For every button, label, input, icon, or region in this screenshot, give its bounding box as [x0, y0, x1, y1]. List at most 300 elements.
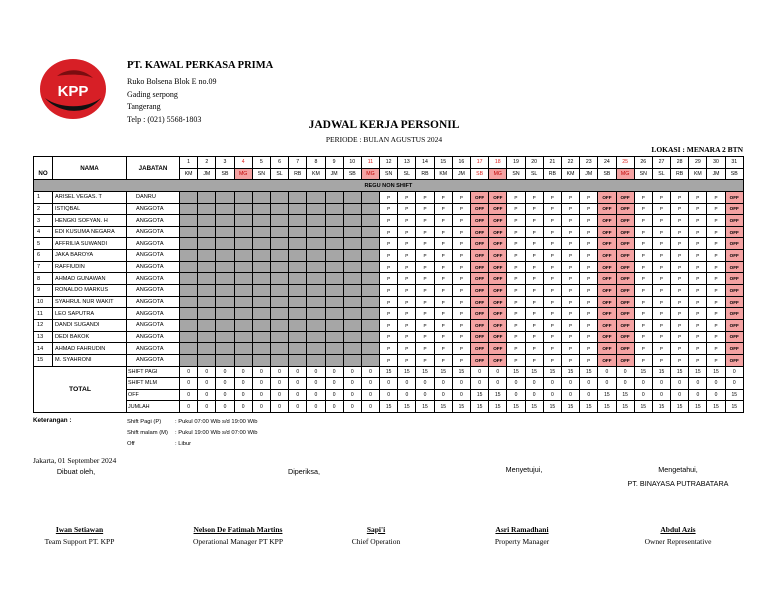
shift-cell: P	[707, 215, 725, 227]
shift-cell: P	[580, 250, 598, 262]
blank-day-cell	[180, 331, 198, 343]
shift-cell: P	[671, 308, 689, 320]
total-value: 15	[434, 366, 452, 378]
shift-cell: P	[634, 319, 652, 331]
shift-cell: P	[652, 226, 670, 238]
table-row	[34, 343, 744, 355]
shift-cell: OFF	[489, 285, 507, 297]
shift-cell: P	[452, 203, 470, 215]
shift-cell: P	[652, 285, 670, 297]
shift-cell: P	[543, 354, 561, 366]
day-of-week: RB	[289, 168, 307, 180]
blank-day-cell	[252, 354, 270, 366]
shift-cell: P	[452, 308, 470, 320]
blank-day-cell	[216, 203, 234, 215]
blank-day-cell	[198, 261, 216, 273]
blank-day-cell	[216, 319, 234, 331]
shift-cell: P	[561, 319, 579, 331]
day-of-week: SB	[725, 168, 743, 180]
shift-cell: OFF	[725, 273, 743, 285]
total-value: 0	[325, 366, 343, 378]
blank-day-cell	[234, 343, 252, 355]
blank-day-cell	[307, 331, 325, 343]
shift-cell: OFF	[598, 331, 616, 343]
shift-cell: P	[652, 343, 670, 355]
shift-cell: P	[452, 238, 470, 250]
shift-cell: OFF	[725, 226, 743, 238]
shift-cell: P	[580, 319, 598, 331]
total-value: 0	[507, 378, 525, 390]
shift-cell: P	[380, 250, 398, 262]
company-address-line: Tangerang	[127, 102, 161, 111]
total-value: 0	[489, 378, 507, 390]
shift-cell: P	[634, 308, 652, 320]
shift-cell: P	[689, 354, 707, 366]
shift-cell: OFF	[489, 238, 507, 250]
shift-cell: OFF	[489, 308, 507, 320]
total-value: 0	[543, 389, 561, 401]
shift-cell: P	[707, 343, 725, 355]
blank-day-cell	[307, 296, 325, 308]
shift-cell: P	[380, 238, 398, 250]
total-value: 0	[343, 366, 361, 378]
keterangan-legend	[127, 417, 258, 450]
total-value: 0	[543, 378, 561, 390]
shift-cell: P	[580, 203, 598, 215]
total-value: 0	[180, 389, 198, 401]
day-number: 19	[507, 157, 525, 169]
shift-cell: P	[580, 191, 598, 203]
shift-cell: OFF	[725, 308, 743, 320]
shift-cell: P	[380, 354, 398, 366]
signature-position: Chief Operation	[351, 537, 401, 546]
shift-cell: OFF	[471, 191, 489, 203]
table-row	[34, 308, 744, 320]
shift-cell: OFF	[616, 203, 634, 215]
shift-cell: OFF	[471, 354, 489, 366]
shift-cell: P	[416, 331, 434, 343]
total-value: 0	[416, 389, 434, 401]
personnel-jabatan: ANGGOTA	[127, 238, 180, 250]
blank-day-cell	[270, 261, 288, 273]
shift-cell: P	[416, 308, 434, 320]
shift-cell: OFF	[598, 250, 616, 262]
shift-cell: P	[416, 250, 434, 262]
day-of-week: RB	[416, 168, 434, 180]
shift-cell: OFF	[489, 203, 507, 215]
day-number: 10	[343, 157, 361, 169]
document-lokasi: LOKASI : MENARA 2 BTN	[651, 145, 743, 154]
blank-day-cell	[198, 250, 216, 262]
total-value: 0	[471, 378, 489, 390]
shift-cell: P	[671, 343, 689, 355]
total-value: 15	[652, 366, 670, 378]
shift-cell: P	[652, 319, 670, 331]
shift-cell: P	[561, 331, 579, 343]
total-value: 0	[616, 378, 634, 390]
total-value: 0	[507, 389, 525, 401]
shift-cell: P	[525, 250, 543, 262]
blank-day-cell	[325, 250, 343, 262]
legend-value: : Pukul 19:00 Wib s/d 07:00 Wib	[175, 430, 258, 436]
blank-day-cell	[361, 319, 379, 331]
total-value: 0	[234, 378, 252, 390]
blank-day-cell	[307, 250, 325, 262]
personnel-jabatan: ANGGOTA	[127, 226, 180, 238]
day-of-week: SL	[525, 168, 543, 180]
blank-day-cell	[361, 226, 379, 238]
total-value: 15	[471, 401, 489, 413]
personnel-jabatan: ANGGOTA	[127, 331, 180, 343]
total-value: 15	[634, 366, 652, 378]
personnel-name: HENGKI SOFYAN. H	[53, 215, 127, 227]
total-value: 0	[270, 389, 288, 401]
total-value: 0	[525, 378, 543, 390]
blank-day-cell	[307, 203, 325, 215]
personnel-jabatan: DANRU	[127, 191, 180, 203]
legend-value: : Libur	[175, 441, 192, 447]
day-of-week: KM	[307, 168, 325, 180]
shift-cell: P	[434, 191, 452, 203]
day-number: 3	[216, 157, 234, 169]
shift-cell: P	[507, 296, 525, 308]
shift-cell: OFF	[725, 319, 743, 331]
blank-day-cell	[180, 285, 198, 297]
shift-cell: P	[398, 273, 416, 285]
shift-cell: P	[543, 203, 561, 215]
total-row	[34, 378, 744, 390]
row-number: 9	[34, 285, 53, 297]
day-number: 21	[543, 157, 561, 169]
personnel-name: DEDI BAKOK	[53, 331, 127, 343]
blank-day-cell	[361, 203, 379, 215]
day-number: 30	[707, 157, 725, 169]
shift-cell: P	[507, 215, 525, 227]
shift-cell: P	[543, 226, 561, 238]
personnel-name: AFFRILIA SUWANDI	[53, 238, 127, 250]
total-value: 0	[434, 389, 452, 401]
shift-cell: P	[634, 354, 652, 366]
shift-cell: P	[398, 296, 416, 308]
day-of-week: RB	[543, 168, 561, 180]
blank-day-cell	[325, 354, 343, 366]
shift-cell: P	[652, 308, 670, 320]
table-row	[34, 354, 744, 366]
total-value: 0	[725, 366, 743, 378]
shift-cell: P	[434, 285, 452, 297]
shift-cell: P	[416, 273, 434, 285]
shift-cell: OFF	[598, 191, 616, 203]
total-value: 0	[343, 401, 361, 413]
shift-cell: P	[689, 285, 707, 297]
blank-day-cell	[361, 296, 379, 308]
shift-cell: P	[652, 354, 670, 366]
signature-name: Asri Ramadhani	[495, 525, 549, 534]
signature-chief	[326, 525, 426, 546]
total-value: 15	[725, 401, 743, 413]
total-category: SHIFT MLM	[127, 378, 180, 390]
blank-day-cell	[270, 250, 288, 262]
shift-cell: P	[398, 191, 416, 203]
shift-cell: P	[634, 191, 652, 203]
day-of-week: SL	[652, 168, 670, 180]
personnel-jabatan: ANGGOTA	[127, 343, 180, 355]
shift-cell: P	[416, 238, 434, 250]
shift-cell: P	[561, 261, 579, 273]
total-value: 15	[725, 389, 743, 401]
blank-day-cell	[289, 308, 307, 320]
blank-day-cell	[234, 261, 252, 273]
blank-day-cell	[343, 319, 361, 331]
shift-cell: OFF	[616, 261, 634, 273]
shift-cell: P	[416, 296, 434, 308]
shift-cell: P	[707, 319, 725, 331]
personnel-name: SYAHRUL NUR WAKIT	[53, 296, 127, 308]
personnel-name: RAFFIUDIN	[53, 261, 127, 273]
section-label: REGU NON SHIFT	[34, 180, 744, 192]
shift-cell: P	[634, 203, 652, 215]
day-number: 29	[689, 157, 707, 169]
shift-cell: P	[398, 285, 416, 297]
total-value: 15	[671, 366, 689, 378]
shift-cell: P	[689, 296, 707, 308]
legend-key: Shift malam (M)	[127, 430, 168, 436]
total-value: 0	[671, 378, 689, 390]
section-row	[34, 180, 744, 192]
blank-day-cell	[325, 238, 343, 250]
personnel-name: AHMAD FAHRUDIN	[53, 343, 127, 355]
total-value: 0	[252, 389, 270, 401]
place-date: Jakarta, 01 September 2024	[33, 456, 117, 465]
shift-cell: P	[416, 354, 434, 366]
blank-day-cell	[198, 215, 216, 227]
day-number: 5	[252, 157, 270, 169]
total-value: 0	[707, 378, 725, 390]
blank-day-cell	[234, 238, 252, 250]
blank-day-cell	[325, 296, 343, 308]
total-value: 15	[525, 401, 543, 413]
header-nama: NAMA	[53, 157, 127, 180]
blank-day-cell	[216, 215, 234, 227]
shift-cell: OFF	[616, 273, 634, 285]
blank-day-cell	[343, 273, 361, 285]
shift-cell: P	[689, 308, 707, 320]
shift-cell: OFF	[489, 261, 507, 273]
shift-cell: OFF	[489, 354, 507, 366]
blank-day-cell	[361, 308, 379, 320]
total-value: 15	[616, 401, 634, 413]
day-of-week: SL	[398, 168, 416, 180]
total-value: 15	[598, 401, 616, 413]
shift-cell: P	[525, 285, 543, 297]
total-value: 0	[252, 378, 270, 390]
header-jabatan: JABATAN	[127, 157, 180, 180]
shift-cell: OFF	[471, 296, 489, 308]
blank-day-cell	[180, 215, 198, 227]
table-row	[34, 203, 744, 215]
table-row	[34, 215, 744, 227]
total-value: 0	[198, 378, 216, 390]
company-info	[127, 60, 387, 126]
shift-cell: OFF	[725, 191, 743, 203]
shift-cell: P	[561, 238, 579, 250]
day-number: 12	[380, 157, 398, 169]
shift-cell: P	[452, 261, 470, 273]
shift-cell: P	[561, 191, 579, 203]
shift-cell: OFF	[471, 285, 489, 297]
day-number: 17	[471, 157, 489, 169]
total-row	[34, 389, 744, 401]
shift-cell: P	[525, 215, 543, 227]
blank-day-cell	[216, 343, 234, 355]
blank-day-cell	[270, 191, 288, 203]
signature-name: Sapi'i	[366, 525, 386, 534]
shift-cell: OFF	[598, 296, 616, 308]
blank-day-cell	[289, 319, 307, 331]
shift-cell: P	[689, 191, 707, 203]
shift-cell: P	[543, 343, 561, 355]
total-value: 15	[380, 366, 398, 378]
shift-cell: P	[652, 331, 670, 343]
day-of-week: SB	[343, 168, 361, 180]
signature-position: Property Manager	[494, 537, 550, 546]
blank-day-cell	[252, 238, 270, 250]
day-number: 13	[398, 157, 416, 169]
row-number: 14	[34, 343, 53, 355]
total-value: 15	[707, 401, 725, 413]
blank-day-cell	[289, 296, 307, 308]
shift-cell: P	[707, 308, 725, 320]
blank-day-cell	[270, 331, 288, 343]
total-value: 15	[489, 401, 507, 413]
blank-day-cell	[180, 343, 198, 355]
shift-cell: P	[671, 296, 689, 308]
shift-cell: P	[380, 308, 398, 320]
blank-day-cell	[289, 203, 307, 215]
shift-cell: P	[380, 296, 398, 308]
shift-cell: P	[380, 273, 398, 285]
day-number: 8	[307, 157, 325, 169]
day-number: 9	[325, 157, 343, 169]
company-phone: Telp : (021) 5568-1803	[127, 114, 202, 124]
total-value: 0	[380, 389, 398, 401]
day-of-week: SN	[634, 168, 652, 180]
total-value: 0	[652, 378, 670, 390]
day-number: 18	[489, 157, 507, 169]
shift-cell: OFF	[725, 285, 743, 297]
personnel-jabatan: ANGGOTA	[127, 203, 180, 215]
total-row	[34, 401, 744, 413]
blank-day-cell	[198, 319, 216, 331]
shift-cell: P	[543, 215, 561, 227]
shift-cell: P	[671, 354, 689, 366]
total-value: 0	[252, 401, 270, 413]
table-row	[34, 296, 744, 308]
blank-day-cell	[252, 285, 270, 297]
shift-cell: P	[416, 319, 434, 331]
total-value: 0	[398, 378, 416, 390]
personnel-name: AHMAD GUNAWAN	[53, 273, 127, 285]
shift-cell: P	[507, 261, 525, 273]
personnel-jabatan: ANGGOTA	[127, 285, 180, 297]
shift-cell: P	[398, 250, 416, 262]
signature-head: Menyetujui,	[505, 465, 543, 474]
shift-cell: P	[634, 261, 652, 273]
total-value: 0	[234, 389, 252, 401]
shift-cell: P	[689, 261, 707, 273]
total-value: 0	[216, 401, 234, 413]
shift-cell: P	[398, 319, 416, 331]
shift-cell: P	[561, 285, 579, 297]
total-value: 15	[525, 366, 543, 378]
total-value: 15	[634, 401, 652, 413]
row-number: 1	[34, 191, 53, 203]
shift-cell: OFF	[471, 226, 489, 238]
blank-day-cell	[343, 250, 361, 262]
shift-cell: OFF	[598, 261, 616, 273]
day-of-week: MG	[489, 168, 507, 180]
blank-day-cell	[234, 203, 252, 215]
shift-cell: P	[507, 285, 525, 297]
blank-day-cell	[343, 215, 361, 227]
total-value: 15	[689, 401, 707, 413]
shift-cell: P	[434, 203, 452, 215]
personnel-name: EDI KUSUMA NEGARA	[53, 226, 127, 238]
shift-cell: P	[398, 261, 416, 273]
shift-cell: P	[380, 226, 398, 238]
shift-cell: P	[525, 296, 543, 308]
blank-day-cell	[270, 203, 288, 215]
blank-day-cell	[234, 273, 252, 285]
blank-day-cell	[180, 226, 198, 238]
shift-cell: P	[689, 343, 707, 355]
shift-cell: P	[543, 238, 561, 250]
blank-day-cell	[289, 191, 307, 203]
blank-day-cell	[234, 319, 252, 331]
shift-cell: P	[580, 354, 598, 366]
shift-cell: OFF	[598, 238, 616, 250]
blank-day-cell	[216, 238, 234, 250]
shift-cell: P	[380, 331, 398, 343]
table-row	[34, 250, 744, 262]
blank-day-cell	[234, 250, 252, 262]
shift-cell: OFF	[725, 331, 743, 343]
shift-cell: OFF	[489, 273, 507, 285]
blank-day-cell	[234, 354, 252, 366]
shift-cell: P	[398, 203, 416, 215]
blank-day-cell	[289, 238, 307, 250]
shift-cell: P	[398, 308, 416, 320]
shift-cell: P	[525, 354, 543, 366]
blank-day-cell	[307, 354, 325, 366]
blank-day-cell	[361, 285, 379, 297]
blank-day-cell	[289, 273, 307, 285]
shift-cell: P	[507, 308, 525, 320]
day-number: 6	[270, 157, 288, 169]
blank-day-cell	[180, 203, 198, 215]
shift-cell: OFF	[598, 215, 616, 227]
day-number: 14	[416, 157, 434, 169]
shift-cell: P	[380, 203, 398, 215]
total-value: 0	[725, 378, 743, 390]
shift-cell: P	[452, 331, 470, 343]
shift-cell: P	[707, 191, 725, 203]
logo-text: KPP	[57, 83, 89, 100]
blank-day-cell	[343, 285, 361, 297]
blank-day-cell	[234, 296, 252, 308]
total-value: 15	[507, 366, 525, 378]
day-number: 1	[180, 157, 198, 169]
